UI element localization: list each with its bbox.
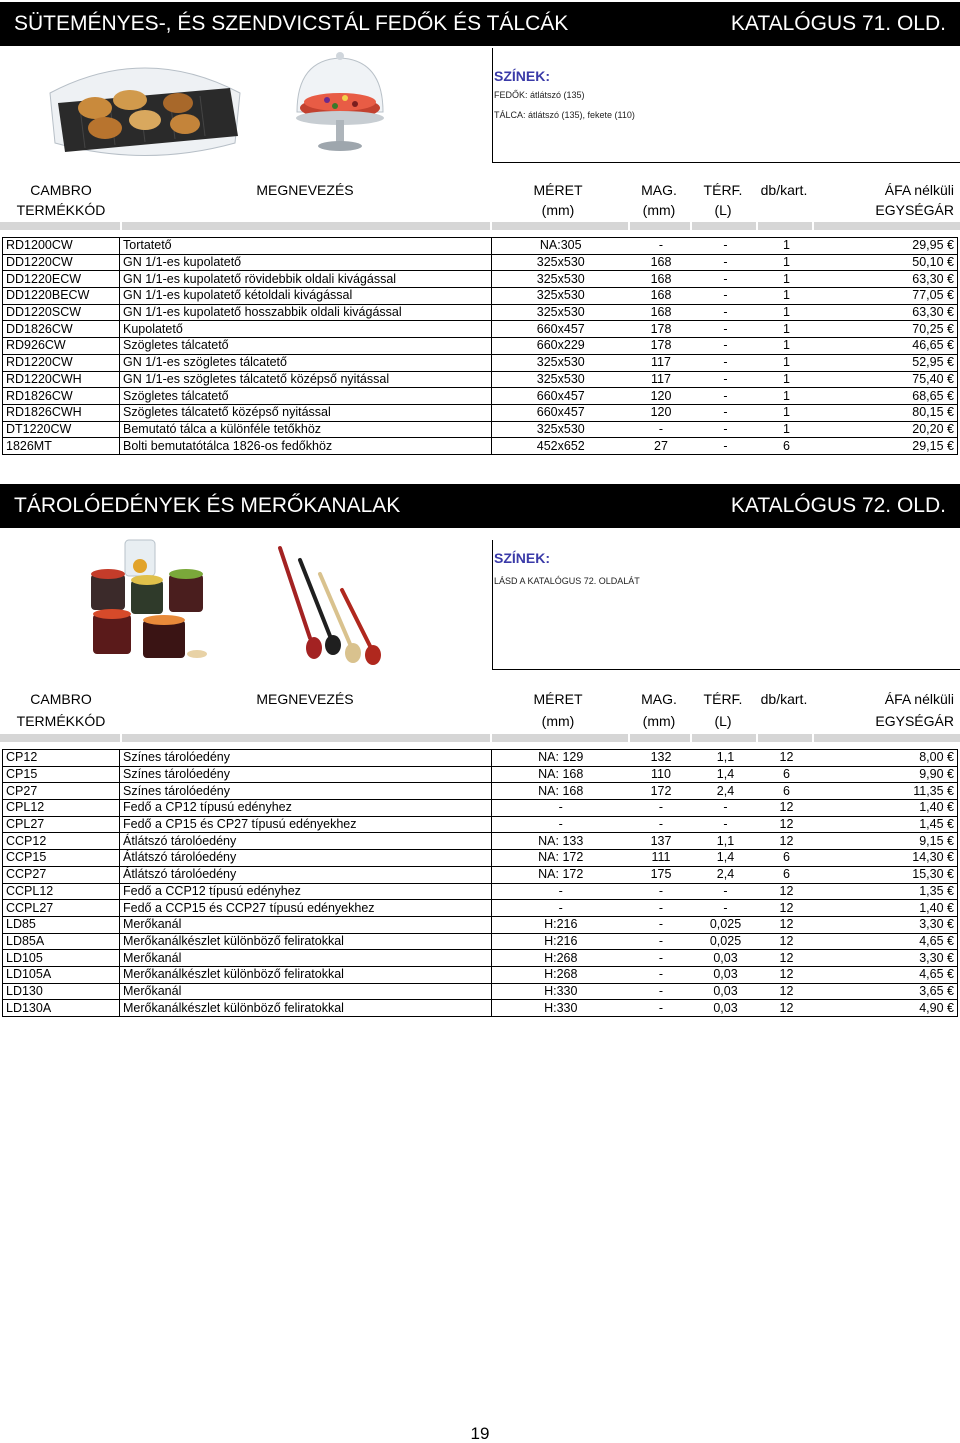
price-table [2,237,958,455]
product-code: CP27 [3,783,120,800]
volume-cell: 1,1 [716,750,735,765]
product-code: CCPL27 [3,900,120,917]
table-row [3,371,958,388]
colors-box [492,540,960,670]
product-name: GN 1/1-es szögletes tálcatető [120,354,492,371]
colors-heading: SZÍNEK: [494,68,550,84]
unit-price: 4,65 € [815,933,958,950]
product-name: GN 1/1-es kupolatető [120,254,492,271]
colors-line: TÁLCA: átlátszó (135), fekete (110) [494,110,635,120]
pack-qty-cell: 12 [779,800,794,815]
size-cell: H:216 [544,917,578,932]
volume-cell: - [723,355,728,370]
table-row [3,850,958,867]
unit-price: 1,45 € [815,816,958,833]
section-banner [0,484,960,528]
product-code: CPL27 [3,816,120,833]
size-cell: 325x530 [536,271,585,286]
product-name: GN 1/1-es kupolatető rövidebbik oldali kivágással [120,271,492,288]
col-mag: MAG. [641,182,677,198]
volume-cell: - [723,255,728,270]
pack-qty-cell: 12 [779,900,794,915]
size-cell: - [558,817,563,832]
size-cell: 660x229 [536,338,585,353]
product-code: DD1220SCW [3,304,120,321]
height-cell: 168 [650,271,672,286]
height-cell: 172 [650,783,672,798]
col-egysegar: EGYSÉGÁR [875,713,954,729]
table-row [3,833,958,850]
size-cell: 452x652 [536,438,585,453]
size-cell: NA: 172 [538,850,584,865]
unit-price: 70,25 € [815,321,958,338]
col-megnevezes: MEGNEVEZÉS [256,691,354,707]
size-cell: H:268 [544,967,578,982]
col-meret-unit: (mm) [541,713,575,729]
pack-qty-cell: 12 [779,933,794,948]
pack-qty-cell: 12 [779,983,794,998]
product-name: Fedő a CP12 típusú edényhez [120,800,492,817]
volume-cell: - [723,338,728,353]
product-code: DD1826CW [3,321,120,338]
unit-price: 9,15 € [815,833,958,850]
height-cell: 178 [650,321,672,336]
height-cell: - [658,238,664,253]
product-code: DT1220CW [3,421,120,438]
table-row [3,916,958,933]
pack-qty-cell: 6 [783,767,790,782]
volume-cell: 0,025 [709,917,742,932]
pack-qty-cell: 12 [779,833,794,848]
size-cell: 660x457 [536,405,585,420]
product-name: Fedő a CP15 és CP27 típusú edényekhez [120,816,492,833]
product-code: CP12 [3,750,120,767]
height-cell: 168 [650,305,672,320]
product-name: Fedő a CCP12 típusú edényhez [120,883,492,900]
ladles-photo [270,540,395,668]
col-meret-unit: (mm) [541,202,575,218]
volume-cell: 0,03 [713,1000,738,1015]
table-row [3,288,958,305]
height-cell: - [658,950,664,965]
col-terf-unit: (L) [714,713,732,729]
size-cell: 325x530 [536,371,585,386]
colors-line: FEDŐK: átlátszó (135) [494,90,585,100]
height-cell: - [658,883,664,898]
product-name: Színes tárolóedény [120,750,492,767]
size-cell: NA: 172 [538,867,584,882]
table-row [3,783,958,800]
product-name: Merőkanál [120,916,492,933]
col-megnevezes: MEGNEVEZÉS [256,182,354,198]
page-number: 19 [470,1424,490,1443]
size-cell: H:268 [544,950,578,965]
pack-qty-cell: 6 [783,850,790,865]
product-code: RD1220CW [3,354,120,371]
product-name: Merőkanál [120,950,492,967]
table-row [3,254,958,271]
volume-cell: - [723,800,728,815]
product-name: Átlátszó tárolóedény [120,833,492,850]
size-cell: H:330 [544,983,578,998]
product-code: 1826MT [3,438,120,455]
col-db: db/kart. [760,691,808,707]
pack-qty-cell: 12 [779,883,794,898]
product-code: CCP12 [3,833,120,850]
catalog-reference: KATALÓGUS 72. OLD. [730,494,946,517]
height-cell: 120 [650,388,672,403]
volume-cell: 0,025 [709,933,742,948]
unit-price: 1,40 € [815,800,958,817]
pack-qty-cell: 1 [783,388,790,403]
tray-with-cover-photo [40,48,250,163]
table-row [3,421,958,438]
height-cell: 117 [651,371,671,386]
table-row [3,966,958,983]
size-cell: H:330 [544,1000,578,1015]
size-cell: 325x530 [536,355,585,370]
colors-heading: SZÍNEK: [494,550,550,566]
product-name: GN 1/1-es kupolatető hosszabbik oldali kivágással [120,304,492,321]
unit-price: 68,65 € [815,388,958,405]
col-mag-unit: (mm) [642,713,676,729]
table-row [3,750,958,767]
height-cell: 111 [651,850,671,865]
product-name: Színes tárolóedény [120,783,492,800]
size-cell: 325x530 [536,288,585,303]
product-code: DD1220ECW [3,271,120,288]
unit-price: 63,30 € [815,304,958,321]
table-row [3,354,958,371]
cake-dome-photo [285,50,395,160]
size-cell: 660x457 [536,321,585,336]
product-name: Bolti bemutatótálca 1826-os fedőkhöz [120,438,492,455]
pack-qty-cell: 6 [783,783,790,798]
product-name: Merőkanálkészlet különböző feliratokkal [120,1000,492,1017]
size-cell: - [558,900,563,915]
height-cell: 120 [650,405,672,420]
volume-cell: - [723,305,728,320]
unit-price: 20,20 € [815,421,958,438]
unit-price: 1,35 € [815,883,958,900]
size-cell: NA: 168 [538,767,584,782]
product-name: Kupolatető [120,321,492,338]
product-name: GN 1/1-es szögletes tálcatető középső nyitással [120,371,492,388]
volume-cell: - [723,421,728,436]
pack-qty-cell: 6 [783,438,790,453]
col-cambro: CAMBRO [30,691,92,707]
table-row [3,388,958,405]
col-termekkod: TERMÉKKÓD [16,202,106,218]
unit-price: 11,35 € [815,783,958,800]
height-cell: - [658,900,664,915]
height-cell: - [658,817,664,832]
product-code: RD1220CWH [3,371,120,388]
product-code: CCPL12 [3,883,120,900]
volume-cell: 1,4 [716,850,735,865]
colors-box [492,48,960,163]
unit-price: 63,30 € [815,271,958,288]
unit-price: 1,40 € [815,900,958,917]
pack-qty-cell: 12 [779,917,794,932]
pack-qty-cell: 12 [779,750,794,765]
volume-cell: 2,4 [716,867,735,882]
size-cell: NA: 168 [538,783,584,798]
pack-qty-cell: 1 [783,405,790,420]
col-terf: TÉRF. [703,691,743,707]
product-name: Szögletes tálcatető [120,338,492,355]
volume-cell: - [723,438,728,453]
product-code: DD1220BECW [3,288,120,305]
height-cell: 27 [654,438,668,453]
pack-qty-cell: 1 [783,338,790,353]
volume-cell: 0,03 [713,967,738,982]
size-cell: NA:305 [539,238,582,253]
product-name: Átlátszó tárolóedény [120,850,492,867]
pack-qty-cell: 1 [783,288,790,303]
volume-cell: - [723,405,728,420]
product-code: RD1200CW [3,238,120,255]
unit-price: 80,15 € [815,404,958,421]
product-code: LD105 [3,950,120,967]
pack-qty-cell: 1 [783,371,790,386]
product-name: Bemutató tálca a különféle tetőkhöz [120,421,492,438]
unit-price: 50,10 € [815,254,958,271]
size-cell: 325x530 [536,421,585,436]
unit-price: 15,30 € [815,866,958,883]
col-cambro: CAMBRO [30,182,92,198]
pack-qty-cell: 12 [779,1000,794,1015]
pack-qty-cell: 1 [783,238,790,253]
col-meret: MÉRET [533,182,583,198]
unit-price: 77,05 € [815,288,958,305]
product-code: RD1826CW [3,388,120,405]
volume-cell: - [723,900,728,915]
product-code: CP15 [3,766,120,783]
height-cell: - [658,967,664,982]
section-title: TÁROLÓEDÉNYEK ÉS MERŐKANALAK [14,494,401,517]
section-banner [0,2,960,46]
product-name: Merőkanál [120,983,492,1000]
size-cell: NA: 133 [538,833,584,848]
col-egysegar: EGYSÉGÁR [875,202,954,218]
volume-cell: 0,03 [713,950,738,965]
volume-cell: - [723,388,728,403]
size-cell: - [558,800,563,815]
volume-cell: - [723,238,728,253]
pack-qty-cell: 1 [783,355,790,370]
catalog-reference: KATALÓGUS 71. OLD. [730,12,946,35]
size-cell: 660x457 [536,388,585,403]
pack-qty-cell: 1 [783,321,790,336]
height-cell: - [658,421,664,436]
volume-cell: - [723,883,728,898]
height-cell: 168 [650,288,672,303]
table-row [3,438,958,455]
height-cell: 110 [651,767,671,782]
col-mag-unit: (mm) [642,202,676,218]
volume-cell: 1,1 [716,833,735,848]
table-row [3,983,958,1000]
product-name: GN 1/1-es kupolatető kétoldali kivágással [120,288,492,305]
volume-cell: 0,03 [713,983,738,998]
product-name: Színes tárolóedény [120,766,492,783]
table-row [3,816,958,833]
unit-price: 4,90 € [815,1000,958,1017]
col-afa: ÁFA nélküli [884,182,954,198]
table-row [3,800,958,817]
product-code: CCP15 [3,850,120,867]
unit-price: 46,65 € [815,338,958,355]
pack-qty-cell: 1 [783,421,790,436]
product-name: Merőkanálkészlet különböző feliratokkal [120,966,492,983]
product-code: LD105A [3,966,120,983]
table-row [3,883,958,900]
unit-price: 29,15 € [815,438,958,455]
size-cell: H:216 [544,933,578,948]
height-cell: 132 [650,750,672,765]
section-title: SÜTEMÉNYES-, ÉS SZENDVICSTÁL FEDŐK ÉS TÁLCÁK [14,12,569,35]
volume-cell: - [723,371,728,386]
product-code: LD85A [3,933,120,950]
product-name: Tortatető [120,238,492,255]
size-cell: 325x530 [536,305,585,320]
height-cell: - [658,1000,664,1015]
col-afa: ÁFA nélküli [884,691,954,707]
size-cell: - [558,883,563,898]
col-db: db/kart. [760,182,808,198]
volume-cell: 2,4 [716,783,735,798]
col-meret: MÉRET [533,691,583,707]
height-cell: - [658,983,664,998]
product-code: CCP27 [3,866,120,883]
volume-cell: - [723,271,728,286]
header-separator [0,734,960,742]
table-row [3,321,958,338]
volume-cell: 1,4 [716,767,735,782]
pack-qty-cell: 6 [783,867,790,882]
unit-price: 4,65 € [815,966,958,983]
pack-qty-cell: 1 [783,305,790,320]
col-terf: TÉRF. [703,182,743,198]
unit-price: 8,00 € [815,750,958,767]
unit-price: 9,90 € [815,766,958,783]
table-row [3,304,958,321]
product-code: LD130A [3,1000,120,1017]
volume-cell: - [723,288,728,303]
unit-price: 29,95 € [815,238,958,255]
header-separator [0,222,960,230]
size-cell: NA: 129 [538,750,584,765]
table-row [3,950,958,967]
containers-photo [85,536,215,664]
col-mag: MAG. [641,691,677,707]
volume-cell: - [723,817,728,832]
table-row [3,866,958,883]
unit-price: 3,30 € [815,916,958,933]
unit-price: 14,30 € [815,850,958,867]
pack-qty-cell: 12 [779,950,794,965]
product-code: LD85 [3,916,120,933]
height-cell: 168 [650,255,672,270]
pack-qty-cell: 12 [779,967,794,982]
product-name: Merőkanálkészlet különböző feliratokkal [120,933,492,950]
table-row [3,900,958,917]
pack-qty-cell: 12 [779,817,794,832]
col-terf-unit: (L) [714,202,732,218]
height-cell: - [658,917,664,932]
height-cell: 178 [650,338,672,353]
product-code: RD1826CWH [3,404,120,421]
product-name: Szögletes tálcatető középső nyitással [120,404,492,421]
height-cell: 175 [650,867,672,882]
unit-price: 3,65 € [815,983,958,1000]
table-row [3,933,958,950]
unit-price: 75,40 € [815,371,958,388]
table-row [3,271,958,288]
height-cell: - [658,800,664,815]
product-code: RD926CW [3,338,120,355]
table-row [3,766,958,783]
product-name: Fedő a CCP15 és CCP27 típusú edényekhez [120,900,492,917]
height-cell: 137 [650,833,672,848]
col-termekkod: TERMÉKKÓD [16,713,106,729]
table-row [3,338,958,355]
table-row [3,238,958,255]
volume-cell: - [723,321,728,336]
unit-price: 52,95 € [815,354,958,371]
product-code: LD130 [3,983,120,1000]
price-table [2,749,958,1017]
size-cell: 325x530 [536,255,585,270]
table-row [3,404,958,421]
colors-line: LÁSD A KATALÓGUS 72. OLDALÁT [494,576,640,586]
product-name: Szögletes tálcatető [120,388,492,405]
product-code: CPL12 [3,800,120,817]
product-name: Átlátszó tárolóedény [120,866,492,883]
table-row [3,1000,958,1017]
pack-qty-cell: 1 [783,255,790,270]
product-code: DD1220CW [3,254,120,271]
height-cell: 117 [651,355,671,370]
pack-qty-cell: 1 [783,271,790,286]
unit-price: 3,30 € [815,950,958,967]
height-cell: - [658,933,664,948]
